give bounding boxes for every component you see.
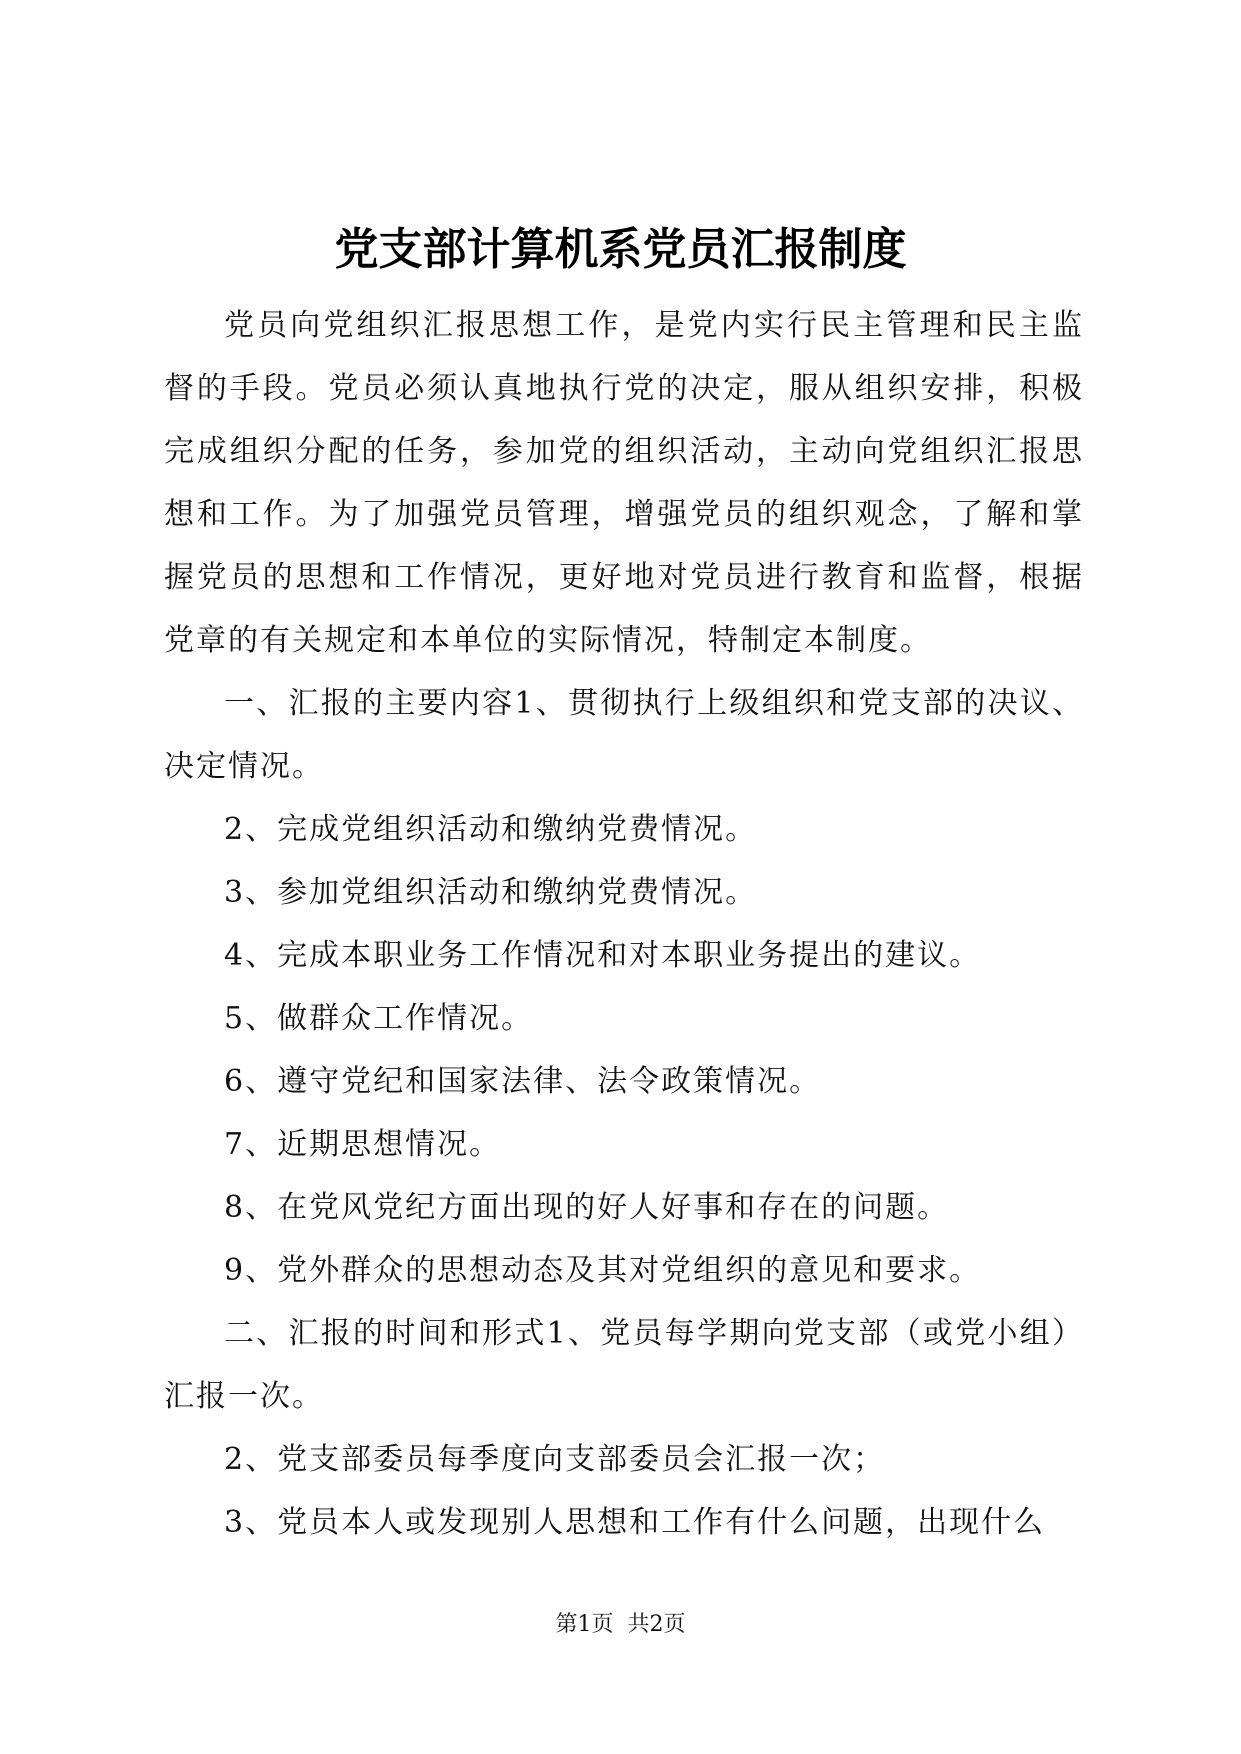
paragraph: 二、汇报的时间和形式1、党员每学期向党支部（或党小组）汇报一次。 (164, 1316, 1084, 1414)
paragraph: 6、遵守党纪和国家法律、法令政策情况。 (224, 1064, 822, 1099)
paragraph: 3、参加党组织活动和缴纳党费情况。 (224, 875, 758, 910)
paragraph: 4、完成本职业务工作情况和对本职业务提出的建议。 (224, 938, 982, 973)
document-body (164, 294, 1084, 1554)
paragraph: 5、做群众工作情况。 (224, 1001, 534, 1036)
paragraph: 2、完成党组织活动和缴纳党费情况。 (224, 812, 758, 847)
document-title: 党支部计算机系党员汇报制度 (334, 224, 907, 275)
paragraph: 3、党员本人或发现别人思想和工作有什么问题，出现什么 (224, 1505, 1046, 1540)
paragraph: 党员向党组织汇报思想工作，是党内实行民主管理和民主监督的手段。党员必须认真地执行党的决定，服从组织安排，积极完成组织分配的任务，参加党的组织活动，主动向党组织汇报思想和工作。为了加强党员管理，增强党员的组织观念，了解和掌握党员的思想和工作情况，更好地对党员进行教育和监督，根据党章的有关规定和本单位的实际情况，特制定本制度。 (164, 308, 1084, 658)
paragraph: 一、汇报的主要内容1、贯彻执行上级组织和党支部的决议、决定情况。 (164, 686, 1084, 784)
page-number-label: 第1页 共2页 (555, 1612, 686, 1637)
paragraph: 9、党外群众的思想动态及其对党组织的意见和要求。 (224, 1253, 982, 1288)
paragraph: 7、近期思想情况。 (224, 1127, 502, 1162)
paragraph: 2、党支部委员每季度向支部委员会汇报一次； (224, 1442, 886, 1477)
page-footer (0, 1610, 1241, 1640)
paragraph: 8、在党风党纪方面出现的好人好事和存在的问题。 (224, 1190, 950, 1225)
